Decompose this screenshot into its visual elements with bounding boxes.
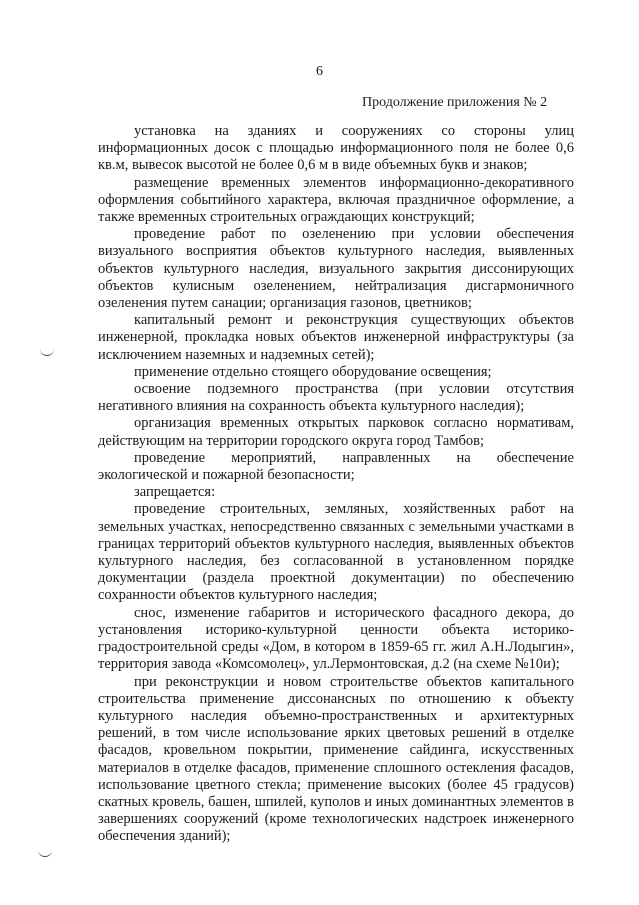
paragraph: проведение работ по озеленению при условии обеспечения визуального восприятия объектов культурного наследия, выявленных объектов культурного наследия, визуального закрытия диссонирующих объектов кулисным озеленением, нейтрализация дисгармоничного озеленения путем санации; организация газонов, цветников; xyxy=(98,226,574,312)
page-number: 6 xyxy=(316,64,323,79)
paragraph: при реконструкции и новом строительстве объектов капитального строительства применение диссонансных по отношению к объекту культурного наследия объемно-пространственных и архитектурных решений, в том числе использование ярких цветовых решений в отделке фасадов, кровельном покрытии, применение сайдинга, искусственных материалов в отделке фасадов, применение сплошного остекления фасадов, использование цветного стекла; применение высоких (более 45 градусов) скатных кровель, башен, шпилей, куполов и иных доминантных элементов в завершениях сооружений (кроме технологических надстроек инженерного обеспечения зданий); xyxy=(98,673,574,845)
binding-mark-top xyxy=(40,349,54,356)
paragraph: капитальный ремонт и реконструкция существующих объектов инженерной, прокладка новых объектов инженерной инфраструктуры (за исключением наземных и надземных сетей); xyxy=(98,312,574,363)
paragraph: размещение временных элементов информационно-декоративного оформления событийного характера, включая праздничное оформление, а также временных строительных ограждающих конструкций; xyxy=(98,174,574,226)
paragraph: запрещается: xyxy=(134,484,216,501)
paragraph: установка на зданиях и сооружениях со стороны улиц информационных досок с площадью информационного поля не более 0,6 кв.м, вывесок высотой не более 0,6 м в виде объемных букв и знаков; xyxy=(98,123,574,174)
document-body xyxy=(98,123,574,846)
appendix-continuation-label: Продолжение приложения № 2 xyxy=(362,95,548,110)
paragraph: снос, изменение габаритов и исторического фасадного декора, до установления историко-культурной ценности объекта историко-градостроительной среды «Дом, в котором в 1859-65 гг. жил А.Н.Лодыгин», территория завода «Комсомолец», ул.Лермонтовская, д.2 (на схеме №10и); xyxy=(98,604,574,673)
paragraph: освоение подземного пространства (при условии отсутствия негативного влияния на сохранность объекта культурного наследия); xyxy=(98,381,574,415)
paragraph: применение отдельно стоящего оборудование освещения; xyxy=(134,363,492,380)
paragraph: проведение строительных, земляных, хозяйственных работ на земельных участках, непосредственно связанных с земельными участками в границах территорий объектов культурного наследия, выявленных объектов культурного наследия, без согласованной в установленном порядке документации (раздела проектной документации) по обеспечению сохранности объектов культурного наследия; xyxy=(98,501,574,604)
binding-mark-bottom xyxy=(38,850,52,857)
paragraph: проведение мероприятий, направленных на обеспечение экологической и пожарной безопасности; xyxy=(98,449,574,484)
paragraph: организация временных открытых парковок согласно нормативам, действующим на территории городского округа город Тамбов; xyxy=(98,415,574,449)
